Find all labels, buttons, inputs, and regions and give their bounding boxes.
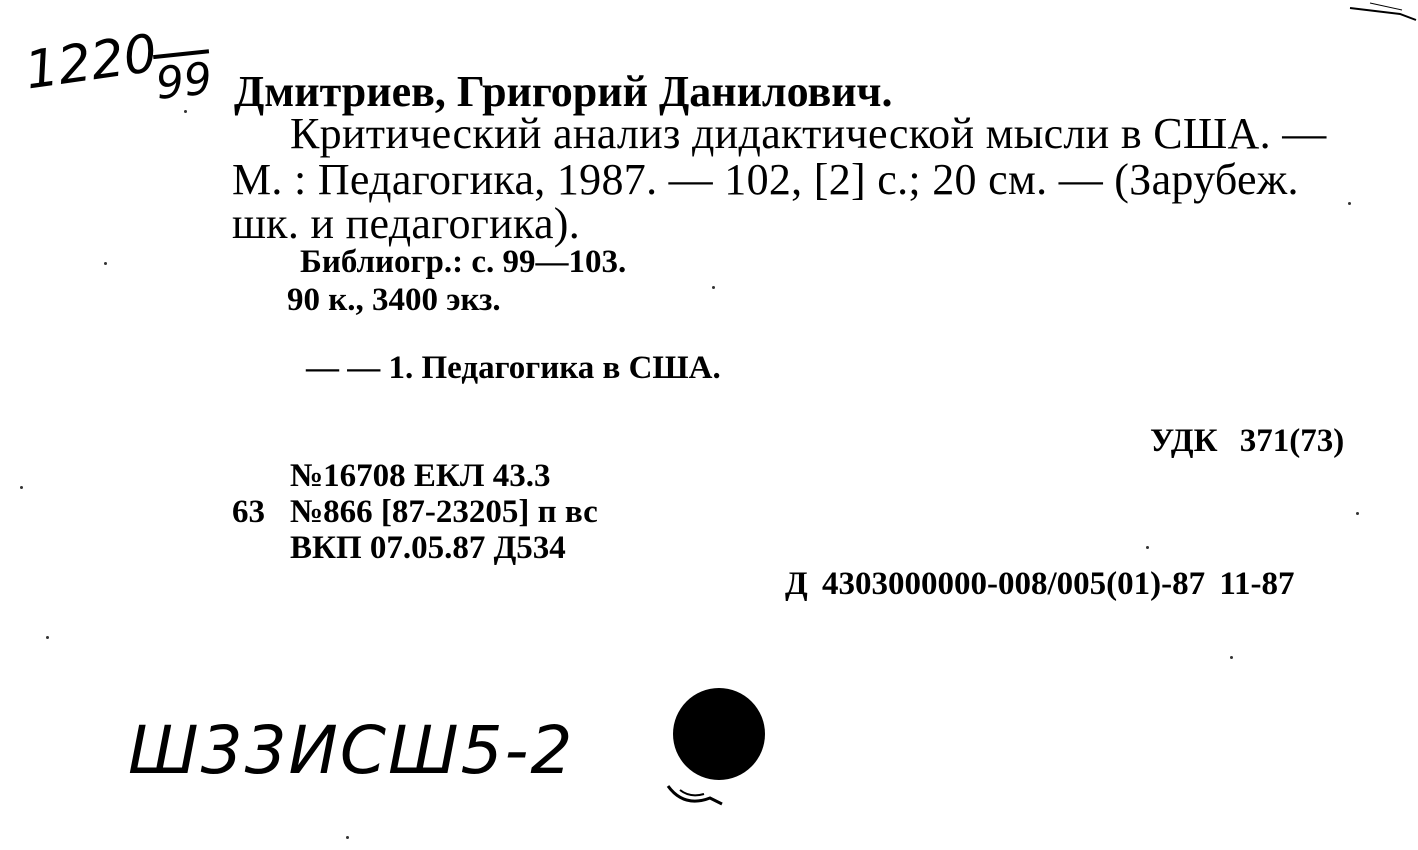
registration-line-1: №16708 ЕКЛ 43.3 xyxy=(290,458,551,494)
registration-prefix: 63 xyxy=(232,494,265,530)
speck xyxy=(1146,546,1149,549)
speck xyxy=(46,636,49,639)
speck xyxy=(104,262,107,265)
speck xyxy=(20,486,23,489)
udk-classification: УДК 371(73) xyxy=(1150,423,1345,459)
title-line-3: шк. и педагогика). xyxy=(232,199,581,248)
speck xyxy=(1348,202,1351,205)
punch-hole xyxy=(673,688,765,780)
speck xyxy=(346,836,349,839)
bibliography-note: Библиогр.: с. 99—103. xyxy=(300,244,627,280)
price-note: 90 к., 3400 экз. xyxy=(287,282,501,318)
handwritten-accession-number: 1220 xyxy=(21,23,161,102)
title-line-2: М. : Педагогика, 1987. — 102, [2] с.; 20 см. — (Зарубеж. xyxy=(232,155,1299,204)
speck xyxy=(712,286,715,289)
punch-hole-tear xyxy=(660,768,730,818)
author-heading: Дмитриев, Григорий Данилович. xyxy=(234,67,893,116)
handwritten-accession-suffix: 99 xyxy=(153,53,215,110)
speck xyxy=(184,110,187,113)
publication-code: Д 4303000000-008/005(01)-87 11-87 xyxy=(785,566,1295,602)
speck xyxy=(1230,656,1233,659)
registration-line-2: №866 [87-23205] п вс xyxy=(290,494,598,530)
title-line-1: Критический анализ дидактической мысли в США. — xyxy=(290,109,1327,158)
speck xyxy=(1356,512,1359,515)
corner-marks xyxy=(1340,0,1418,40)
subject-heading: — — 1. Педагогика в США. xyxy=(306,350,721,386)
handwritten-shelf-mark: Ш33ИСШ5-2 xyxy=(128,712,575,789)
registration-line-3: ВКП 07.05.87 Д534 xyxy=(290,530,566,566)
